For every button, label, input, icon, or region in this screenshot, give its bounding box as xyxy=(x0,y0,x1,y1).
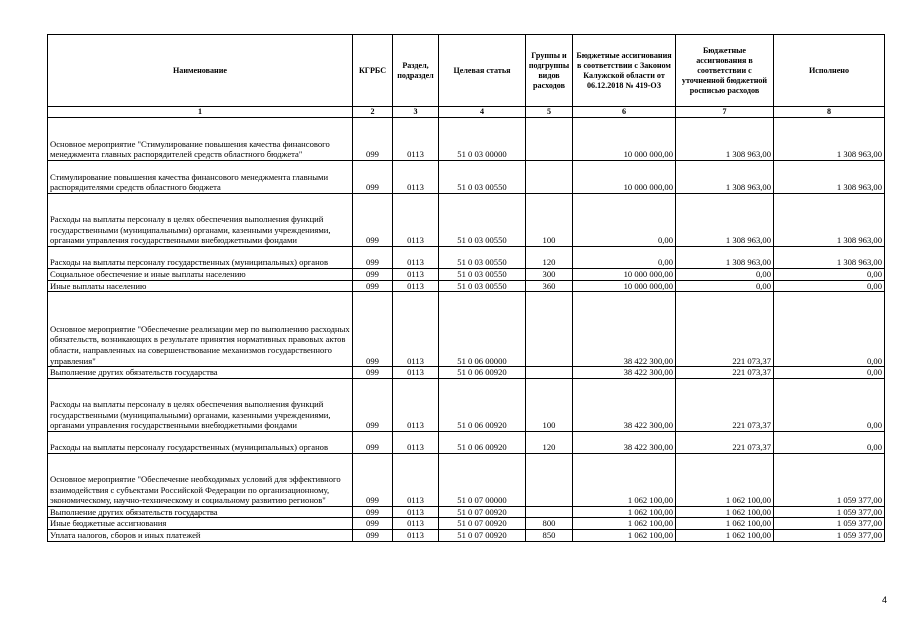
row-section: 0113 xyxy=(393,118,439,161)
row-executed: 1 308 963,00 xyxy=(774,161,885,194)
row-target: 51 0 03 00550 xyxy=(439,269,526,281)
row-executed: 1 059 377,00 xyxy=(774,453,885,506)
row-section: 0113 xyxy=(393,378,439,431)
row-group: 120 xyxy=(526,431,573,453)
row-budget-updated: 0,00 xyxy=(676,280,774,292)
row-kgrbs: 099 xyxy=(353,280,393,292)
row-executed: 0,00 xyxy=(774,269,885,281)
row-target: 51 0 07 00920 xyxy=(439,506,526,518)
row-name: Выполнение других обязательств государства xyxy=(48,506,353,518)
table-row xyxy=(48,269,885,281)
row-section: 0113 xyxy=(393,247,439,269)
row-budget-law: 38 422 300,00 xyxy=(573,292,676,367)
row-budget-law: 10 000 000,00 xyxy=(573,118,676,161)
row-name: Стимулирование повышения качества финансового менеджмента главными распорядителями средств областного бюджета xyxy=(48,161,353,194)
table-row xyxy=(48,118,885,161)
row-name: Иные бюджетные ассигнования xyxy=(48,518,353,530)
row-target: 51 0 06 00000 xyxy=(439,292,526,367)
row-budget-law: 10 000 000,00 xyxy=(573,280,676,292)
row-executed: 1 308 963,00 xyxy=(774,118,885,161)
row-budget-updated: 221 073,37 xyxy=(676,431,774,453)
row-kgrbs: 099 xyxy=(353,431,393,453)
column-number-row xyxy=(48,107,885,118)
row-name: Выполнение других обязательств государства xyxy=(48,367,353,379)
row-budget-law: 10 000 000,00 xyxy=(573,269,676,281)
column-number: 6 xyxy=(573,107,676,118)
row-target: 51 0 03 00550 xyxy=(439,280,526,292)
row-kgrbs: 099 xyxy=(353,378,393,431)
column-number: 2 xyxy=(353,107,393,118)
column-number: 7 xyxy=(676,107,774,118)
table-row xyxy=(48,518,885,530)
row-kgrbs: 099 xyxy=(353,453,393,506)
table-row xyxy=(48,161,885,194)
row-group: 120 xyxy=(526,247,573,269)
table-row xyxy=(48,280,885,292)
row-section: 0113 xyxy=(393,431,439,453)
row-section: 0113 xyxy=(393,506,439,518)
table-row xyxy=(48,431,885,453)
row-target: 51 0 07 00920 xyxy=(439,518,526,530)
column-number: 3 xyxy=(393,107,439,118)
table-header-row xyxy=(48,35,885,107)
row-name: Основное мероприятие "Обеспечение реализации мер по выполнению расходных обязательств, возникающих в результате принятия нормативных правовых актов области, направленных на совершенствование механизмов государственного управления" xyxy=(48,292,353,367)
row-executed: 1 059 377,00 xyxy=(774,506,885,518)
header-target: Целевая статья xyxy=(439,35,526,107)
budget-table xyxy=(47,34,885,542)
row-budget-updated: 1 062 100,00 xyxy=(676,506,774,518)
row-budget-updated: 1 308 963,00 xyxy=(676,247,774,269)
row-budget-law: 10 000 000,00 xyxy=(573,161,676,194)
row-section: 0113 xyxy=(393,280,439,292)
row-executed: 1 308 963,00 xyxy=(774,194,885,247)
row-group xyxy=(526,161,573,194)
header-kgrbs: КГРБС xyxy=(353,35,393,107)
row-budget-updated: 0,00 xyxy=(676,269,774,281)
row-budget-law: 38 422 300,00 xyxy=(573,378,676,431)
row-budget-law: 0,00 xyxy=(573,194,676,247)
row-group xyxy=(526,292,573,367)
row-name: Иные выплаты населению xyxy=(48,280,353,292)
row-kgrbs: 099 xyxy=(353,367,393,379)
row-executed: 1 059 377,00 xyxy=(774,518,885,530)
header-section: Раздел, подраздел xyxy=(393,35,439,107)
table-row xyxy=(48,378,885,431)
row-executed: 0,00 xyxy=(774,280,885,292)
row-executed: 0,00 xyxy=(774,367,885,379)
row-group xyxy=(526,367,573,379)
row-group xyxy=(526,453,573,506)
row-kgrbs: 099 xyxy=(353,529,393,541)
row-section: 0113 xyxy=(393,518,439,530)
row-kgrbs: 099 xyxy=(353,161,393,194)
row-budget-law: 38 422 300,00 xyxy=(573,431,676,453)
row-name: Уплата налогов, сборов и иных платежей xyxy=(48,529,353,541)
row-target: 51 0 07 00920 xyxy=(439,529,526,541)
row-name: Основное мероприятие "Обеспечение необходимых условий для эффективного взаимодействия с субъектами Российской Федерации по организационному, экономическому, научно-техническому и социальному развитию регионов" xyxy=(48,453,353,506)
row-kgrbs: 099 xyxy=(353,194,393,247)
row-kgrbs: 099 xyxy=(353,506,393,518)
row-target: 51 0 06 00920 xyxy=(439,431,526,453)
table-row xyxy=(48,453,885,506)
row-kgrbs: 099 xyxy=(353,292,393,367)
header-groups: Группы и подгруппы видов расходов xyxy=(526,35,573,107)
header-budget-law: Бюджетные ассигнования в соответствии с Законом Калужской области от 06.12.2018 № 419-ОЗ xyxy=(573,35,676,107)
row-section: 0113 xyxy=(393,292,439,367)
row-budget-updated: 221 073,37 xyxy=(676,292,774,367)
header-budget-updated: Бюджетные ассигнования в соответствии с уточненной бюджетной росписью расходов xyxy=(676,35,774,107)
table-row xyxy=(48,194,885,247)
row-budget-updated: 221 073,37 xyxy=(676,378,774,431)
row-kgrbs: 099 xyxy=(353,247,393,269)
header-name: Наименование xyxy=(48,35,353,107)
table-row xyxy=(48,292,885,367)
row-budget-updated: 1 062 100,00 xyxy=(676,518,774,530)
row-budget-law: 38 422 300,00 xyxy=(573,367,676,379)
row-target: 51 0 06 00920 xyxy=(439,378,526,431)
row-executed: 0,00 xyxy=(774,292,885,367)
row-budget-law: 1 062 100,00 xyxy=(573,506,676,518)
row-budget-updated: 221 073,37 xyxy=(676,367,774,379)
row-name: Основное мероприятие "Стимулирование повышения качества финансового менеджмента главных распорядителей средств областного бюджета" xyxy=(48,118,353,161)
row-group: 300 xyxy=(526,269,573,281)
row-section: 0113 xyxy=(393,194,439,247)
row-kgrbs: 099 xyxy=(353,269,393,281)
row-executed: 1 308 963,00 xyxy=(774,247,885,269)
column-number: 8 xyxy=(774,107,885,118)
row-section: 0113 xyxy=(393,269,439,281)
table-row xyxy=(48,506,885,518)
row-section: 0113 xyxy=(393,367,439,379)
row-group xyxy=(526,506,573,518)
row-section: 0113 xyxy=(393,453,439,506)
row-executed: 1 059 377,00 xyxy=(774,529,885,541)
row-budget-updated: 1 308 963,00 xyxy=(676,194,774,247)
table-row xyxy=(48,247,885,269)
row-name: Расходы на выплаты персоналу в целях обеспечения выполнения функций государственными (муниципальными) органами, казенными учреждениями, органами управления государственными внебюджетными фондами xyxy=(48,194,353,247)
row-group xyxy=(526,118,573,161)
row-target: 51 0 03 00550 xyxy=(439,161,526,194)
row-target: 51 0 06 00920 xyxy=(439,367,526,379)
row-group: 360 xyxy=(526,280,573,292)
row-budget-updated: 1 062 100,00 xyxy=(676,453,774,506)
header-executed: Исполнено xyxy=(774,35,885,107)
row-name: Расходы на выплаты персоналу в целях обеспечения выполнения функций государственными (муниципальными) органами, казенными учреждениями, органами управления государственными внебюджетными фондами xyxy=(48,378,353,431)
row-executed: 0,00 xyxy=(774,431,885,453)
column-number: 1 xyxy=(48,107,353,118)
row-name: Расходы на выплаты персоналу государственных (муниципальных) органов xyxy=(48,431,353,453)
column-number: 5 xyxy=(526,107,573,118)
row-target: 51 0 03 00550 xyxy=(439,247,526,269)
row-section: 0113 xyxy=(393,161,439,194)
row-budget-law: 1 062 100,00 xyxy=(573,453,676,506)
row-budget-updated: 1 308 963,00 xyxy=(676,161,774,194)
row-group: 100 xyxy=(526,378,573,431)
row-name: Социальное обеспечение и иные выплаты населению xyxy=(48,269,353,281)
row-budget-updated: 1 062 100,00 xyxy=(676,529,774,541)
row-name: Расходы на выплаты персоналу государственных (муниципальных) органов xyxy=(48,247,353,269)
column-number: 4 xyxy=(439,107,526,118)
row-target: 51 0 07 00000 xyxy=(439,453,526,506)
row-budget-updated: 1 308 963,00 xyxy=(676,118,774,161)
row-group: 800 xyxy=(526,518,573,530)
budget-table-container xyxy=(47,34,884,542)
page-number: 4 xyxy=(882,595,888,605)
row-executed: 0,00 xyxy=(774,378,885,431)
table-row xyxy=(48,529,885,541)
table-row xyxy=(48,367,885,379)
row-target: 51 0 03 00000 xyxy=(439,118,526,161)
row-group: 100 xyxy=(526,194,573,247)
row-budget-law: 0,00 xyxy=(573,247,676,269)
row-target: 51 0 03 00550 xyxy=(439,194,526,247)
row-section: 0113 xyxy=(393,529,439,541)
row-budget-law: 1 062 100,00 xyxy=(573,529,676,541)
row-kgrbs: 099 xyxy=(353,118,393,161)
row-budget-law: 1 062 100,00 xyxy=(573,518,676,530)
row-kgrbs: 099 xyxy=(353,518,393,530)
table-body xyxy=(48,118,885,542)
row-group: 850 xyxy=(526,529,573,541)
